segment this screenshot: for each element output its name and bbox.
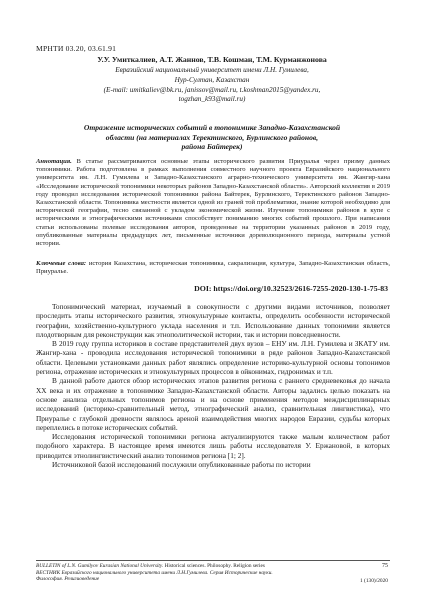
affiliation-line: (E-mail: umitkaliev@bk.ru, janissov@mail.ru, t.koshman2015@yandex.ru, bbox=[103, 85, 321, 94]
page-number: 75 bbox=[382, 563, 388, 569]
abstract-text: В статье рассматриваются основные этапы исторического развития Приуралья через призму данных топонимики. Работа подготовлена в рамках выполнения совместного научного проекта Евразийского национального университета им. Л.Н. Гумилева и Западно-Казахстанского аграрно-технического университета им. Жангир-хана «Исследование исторической топонимики некоторых районов Западно-Казахстанской области». Авторский коллектив в 2019 году проводил исследования исторической топонимики района Байтерек, Бурлинского, Теректинского районов Западно-Казахстанской области. Топонимика местности является одной из граней той проблематики, знание которой необходимо для исторической географии, тесно связанной с укладом экономической жизни. Изучение топонимики районов в купе с историческими и этнографическими источниками способствует пониманию многих событий прошлого. При написании статьи использованы полевые исследования авторов, проведенные на территории указанных районов в 2019 году, опубликованные материалы предыдущих лет, письменные источники дореволюционного периода, материалы устной истории. bbox=[36, 158, 390, 248]
title-line: области (на материалах Теректинского, Бурлинского районов, bbox=[105, 132, 319, 142]
affiliation-block bbox=[22, 66, 402, 105]
keywords bbox=[36, 260, 390, 276]
article-title bbox=[46, 123, 378, 152]
authors-line: У.У. Умиткалиев, А.Т. Жаннов, Т.В. Кошман, Т.М. Курманжонова bbox=[97, 55, 327, 64]
footer-series-ru: Серия Исторические науки. bbox=[208, 569, 273, 576]
issue-number: 1 (130)/2020 bbox=[360, 578, 388, 584]
affiliation-line: togzhan_k93@mail.ru) bbox=[178, 95, 246, 104]
article-page bbox=[22, 0, 402, 600]
keywords-text: история Казахстана, историческая топонимика, сакрализация, культура, Западно-Казахстанская область, Приуралье. bbox=[36, 260, 390, 276]
body-paragraph: Источниковой базой исследований послужили опубликованные работы по истории bbox=[52, 460, 311, 470]
title-line: района Байтерек) bbox=[181, 142, 243, 152]
footer-journal-ru: ВЕСТНИК Евразийского национального университета имени Л.Н.Гумилева. bbox=[36, 569, 209, 576]
body-paragraph: Исследования исторической топонимики региона актуализируются также малым количеством работ подобного характера. В настоящее время имеются лишь работы исследователя У. Ержановой, в которых приводится этнолингвистический анализ топонимов региона [1; 2]. bbox=[36, 432, 390, 460]
footer-divider bbox=[36, 560, 390, 561]
body-paragraph: В 2019 году группа историков в составе представителей двух вузов – ЕНУ им. Л.Н. Гумилева и ЗКАТУ им. Жангир-хана - проводила исследования исторической топонимики в ряде районов Западно-Казахстанской области. Целевыми установками данных работ являлись определение историко-культурной основы топонимов региона, отражение исторических и этнокультурных процессов в ойконимах, гидронимах и т.п. bbox=[36, 339, 390, 377]
abstract bbox=[36, 158, 390, 248]
article-body bbox=[36, 302, 390, 469]
title-line: Отражение исторических событий в топонимике Западно-Казахстанской bbox=[83, 123, 341, 132]
affiliation-line: Евразийский национальный университет имени Л.Н. Гумилева, bbox=[115, 66, 309, 74]
footer-journal-en: BULLETIN of L.N. Gumilyov Eurasian National University. bbox=[36, 563, 164, 569]
body-paragraph: Топонимический материал, изучаемый в совокупности с другими видами источников, позволяет проследить этапы исторического развития, этнокультурные контакты, определить особенности исторической географии, хозяйственно-культурного уклада населения и т.п. Использование данных топонимии является плодотворным для реконструкции как этнополитической истории, так и истории повседневности. bbox=[36, 302, 390, 339]
abstract-label: Аннотация. bbox=[36, 158, 72, 165]
journal-footer bbox=[36, 563, 366, 583]
affiliation-line: Нур-Султан, Казахстан bbox=[174, 75, 250, 84]
body-paragraph: В данной работе даются обзор исторических этапов развития региона с раннего средневековья до начала XX века и их отражение в топонимике Западно-Казахстанской области. Авторы задались целью показать на основе анализа отдельных топонимов региона и на основе применения методов междисциплинарных исследований (историко-сравнительный метод, этнографический анализ, сравнительная лингвистика), что Приуралье с глубокой древности являлось ареной взаимодействия многих народов Евразии, судьбы которых переплелись в потоке исторических событий. bbox=[36, 376, 390, 432]
footer-line-ru-2: Философия. Религиоведение bbox=[36, 576, 100, 583]
footer-series-en: Historical sciences. Philosophy. Religion series bbox=[163, 563, 265, 569]
doi-link[interactable]: DOI: https://doi.org/10.32523/2616-7255-2020-130-1-75-83 bbox=[194, 284, 388, 293]
keywords-label: Ключевые слова: bbox=[36, 260, 87, 267]
mrnti-code: МРНТИ 03.20, 03.61.91 bbox=[36, 44, 117, 53]
footer-line-en bbox=[36, 563, 366, 570]
